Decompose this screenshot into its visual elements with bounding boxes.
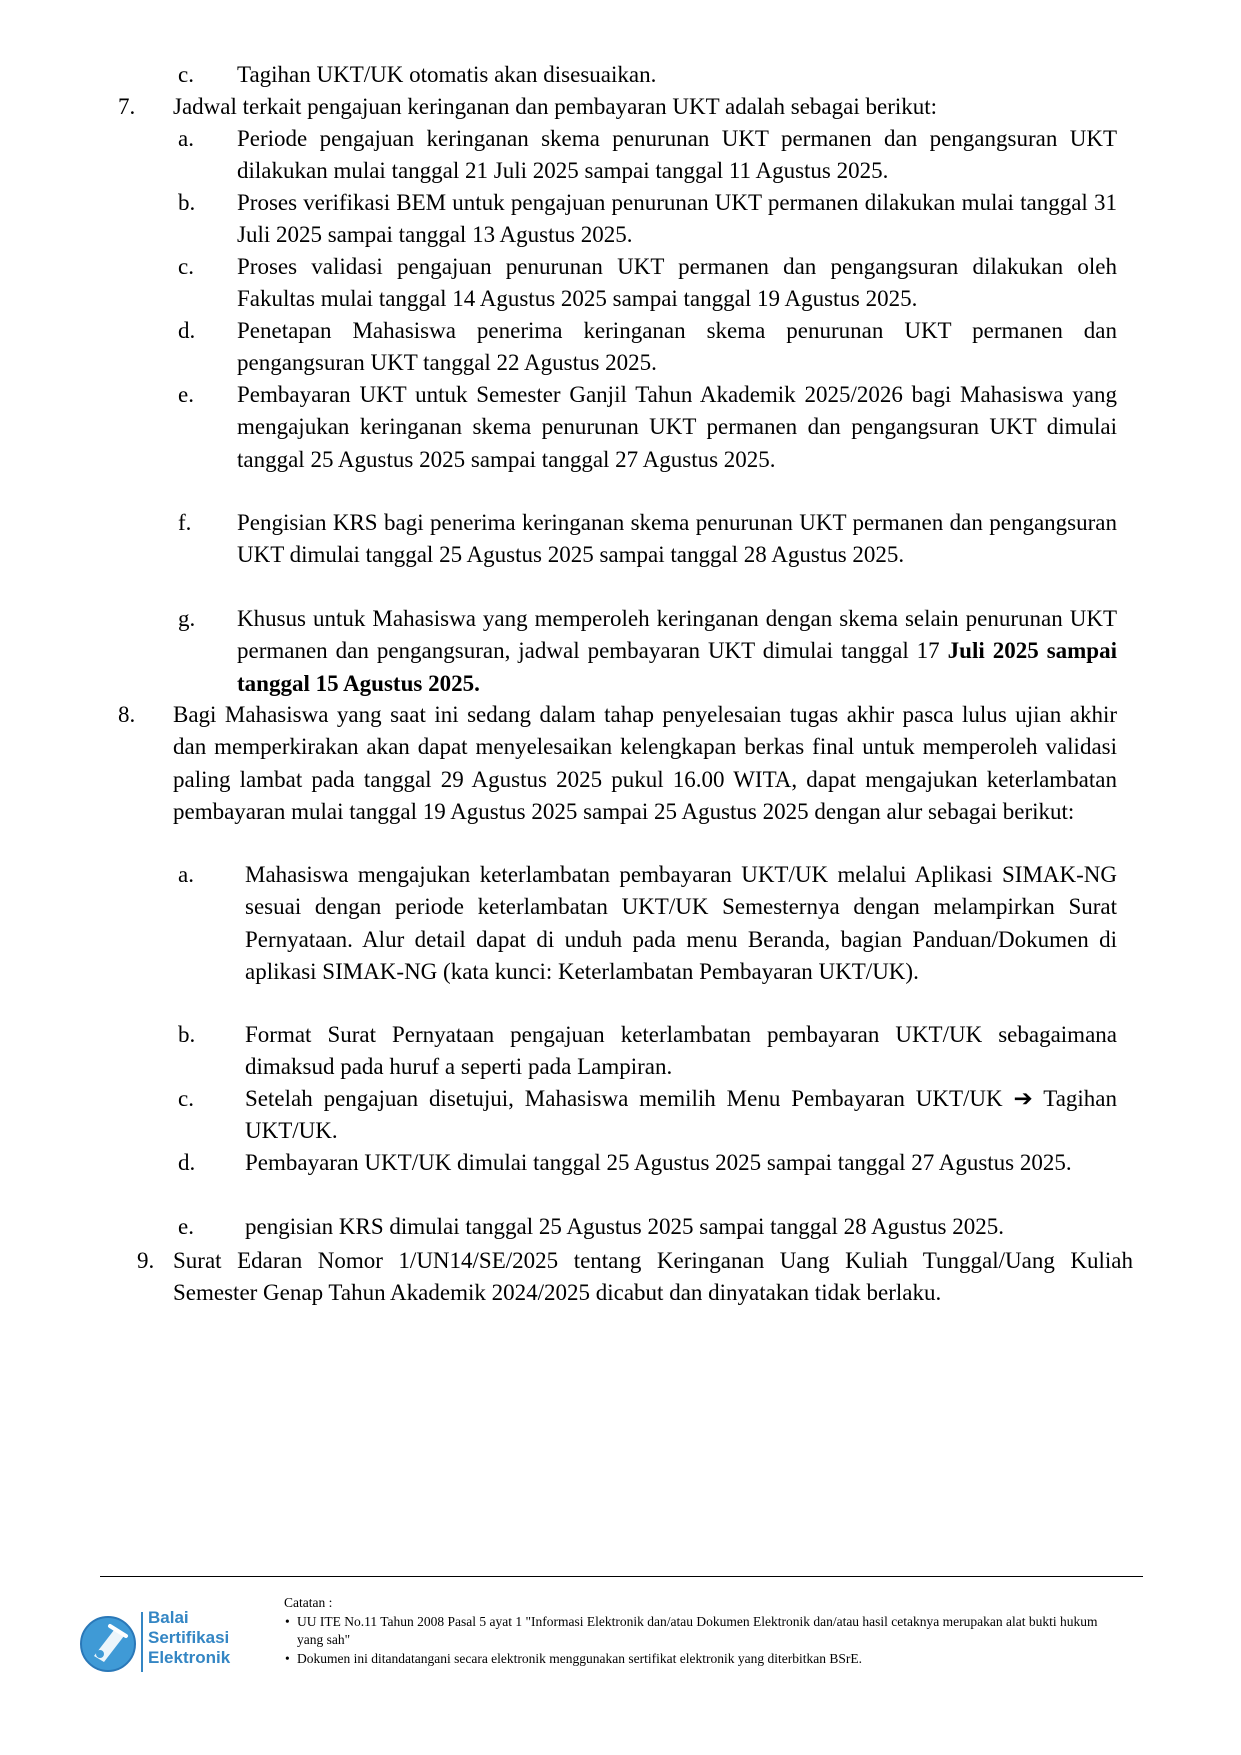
list-number: 7.: [118, 94, 136, 119]
footer-divider: [100, 1576, 1143, 1577]
list-number: 8.: [118, 702, 136, 727]
list-item-text: Proses validasi pengajuan penurunan UKT permanen dan pengangsuran dilakukan oleh Fakultas mulai tanggal 14 Agustus 2025 sampai tanggal 19 Agustus 2025.: [237, 254, 1117, 312]
list-marker: e.: [178, 382, 194, 407]
list-number: 9.: [137, 1248, 155, 1273]
list-item-text: Penetapan Mahasiswa penerima keringanan skema penurunan UKT permanen dan pengangsuran UKT tanggal 22 Agustus 2025.: [237, 318, 1117, 376]
list-marker: a.: [178, 862, 194, 887]
list-item-text: Mahasiswa mengajukan keterlambatan pembayaran UKT/UK melalui Aplikasi SIMAK-NG sesuai dengan periode keterlambatan UKT/UK Semesternya dengan melampirkan Surat Pernyataan. Alur detail dapat di unduh pada menu Beranda, bagian Panduan/Dokumen di aplikasi SIMAK-NG (kata kunci: Keterlambatan Pembayaran UKT/UK).: [245, 862, 1117, 984]
list-item-text: Pengisian KRS bagi penerima keringanan skema penurunan UKT permanen dan pengangsuran UKT dimulai tanggal 25 Agustus 2025 sampai tanggal 28 Agustus 2025.: [237, 510, 1117, 568]
list-item-text: pengisian KRS dimulai tanggal 25 Agustus 2025 sampai tanggal 28 Agustus 2025.: [245, 1214, 1004, 1239]
list-marker: b.: [178, 190, 196, 215]
list-marker: g.: [178, 606, 196, 631]
list-item-text: Jadwal terkait pengajuan keringanan dan pembayaran UKT adalah sebagai berikut:: [173, 94, 938, 119]
list-item-text: Tagihan UKT/UK otomatis akan disesuaikan.: [237, 62, 657, 87]
list-marker: d.: [178, 1150, 196, 1175]
footer-notes: [284, 1594, 1114, 1668]
logo-divider: [141, 1612, 143, 1672]
list-item-text: Setelah pengajuan disetujui, Mahasiswa memilih Menu Pembayaran UKT/UK ➔ Tagihan UKT/UK.: [245, 1086, 1117, 1144]
list-item-text: Pembayaran UKT/UK dimulai tanggal 25 Agustus 2025 sampai tanggal 27 Agustus 2025.: [245, 1150, 1072, 1175]
footer-note: • UU ITE No.11 Tahun 2008 Pasal 5 ayat 1 "Informasi Elektronik dan/atau Dokumen Elektronik dan/atau hasil cetaknya merupakan alat bukti hukum yang sah": [284, 1613, 1114, 1650]
list-marker: c.: [178, 1086, 194, 1111]
list-item-text: Pembayaran UKT untuk Semester Ganjil Tahun Akademik 2025/2026 bagi Mahasiswa yang mengajukan keringanan skema penurunan UKT permanen dan pengangsuran UKT dimulai tanggal 25 Agustus 2025 sampai tanggal 27 Agustus 2025.: [237, 382, 1117, 472]
list-item-text: Bagi Mahasiswa yang saat ini sedang dalam tahap penyelesaian tugas akhir pasca lulus ujian akhir dan memperkirakan akan dapat menyelesaikan kelengkapan berkas final untuk memperoleh validasi paling lambat pada tanggal 29 Agustus 2025 pukul 16.00 WITA, dapat mengajukan keterlambatan pembayaran mulai tanggal 19 Agustus 2025 sampai 25 Agustus 2025 dengan alur sebagai berikut:: [173, 702, 1117, 824]
list-marker: c.: [178, 62, 194, 87]
list-marker: f.: [178, 510, 192, 535]
list-marker: c.: [178, 254, 194, 279]
footer-note: • Dokumen ini ditandatangani secara elektronik menggunakan sertifikat elektronik yang diterbitkan BSrE.: [284, 1650, 1114, 1669]
list-marker: b.: [178, 1022, 196, 1047]
list-marker: d.: [178, 318, 196, 343]
list-item-text: Format Surat Pernyataan pengajuan keterlambatan pembayaran UKT/UK sebagaimana dimaksud pada huruf a seperti pada Lampiran.: [245, 1022, 1117, 1080]
list-item-text: Surat Edaran Nomor 1/UN14/SE/2025 tentang Keringanan Uang Kuliah Tunggal/Uang Kuliah Semester Genap Tahun Akademik 2024/2025 dicabut dan dinyatakan tidak berlaku.: [173, 1248, 1133, 1306]
list-marker: e.: [178, 1214, 194, 1239]
footer-heading: Catatan :: [284, 1595, 333, 1610]
list-item-text: Khusus untuk Mahasiswa yang memperoleh keringanan dengan skema selain penurunan UKT permanen dan pengangsuran, jadwal pembayaran UKT dimulai tanggal 17 Juli 2025 sampai tanggal 15 Agustus 2025.: [237, 606, 1117, 696]
logo-wordmark: Balai Sertifikasi Elektronik: [148, 1608, 231, 1667]
list-item-text: Proses verifikasi BEM untuk pengajuan penurunan UKT permanen dilakukan mulai tanggal 31 Juli 2025 sampai tanggal 13 Agustus 2025.: [237, 190, 1117, 248]
list-item-text: Periode pengajuan keringanan skema penurunan UKT permanen dan pengangsuran UKT dilakukan mulai tanggal 21 Juli 2025 sampai tanggal 11 Agustus 2025.: [237, 126, 1117, 184]
bold-text: Juli 2025 sampai tanggal 15 Agustus 2025.: [237, 638, 1117, 696]
list-marker: a.: [178, 126, 194, 151]
